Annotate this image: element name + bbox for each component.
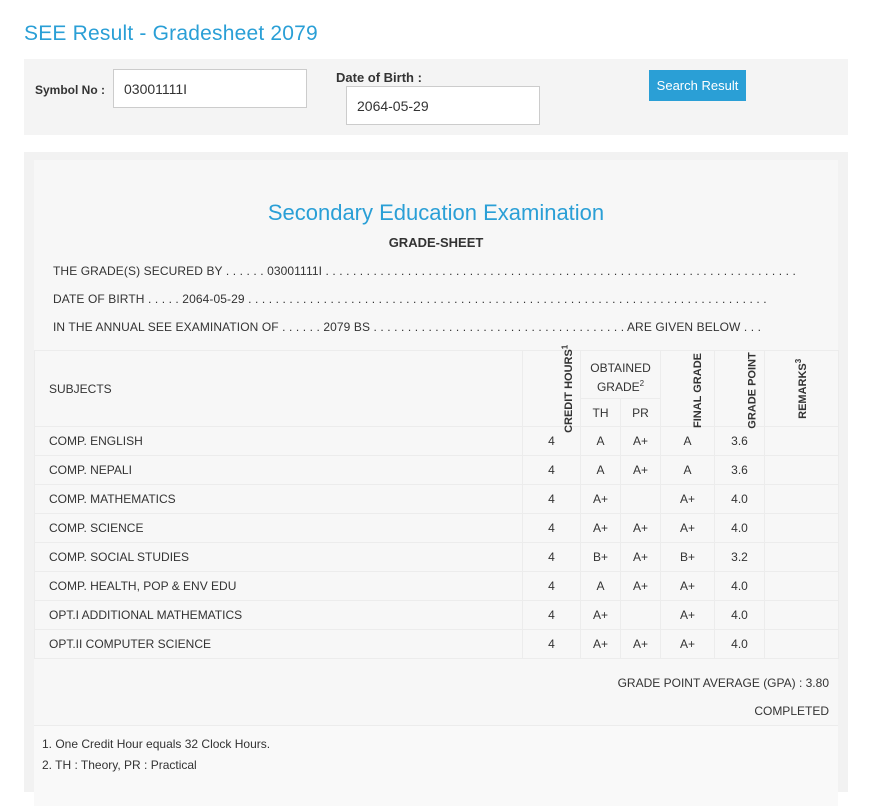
credit-hours-cell: 4	[523, 572, 581, 601]
subject-cell: COMP. SCIENCE	[35, 514, 523, 543]
grade-point-cell: 4.0	[715, 514, 765, 543]
credit-hours-header: CREDIT HOURS$^1$	[523, 351, 581, 427]
date-of-birth-input[interactable]	[346, 86, 540, 125]
grade-point-cell: 4.0	[715, 485, 765, 514]
subject-cell: COMP. SOCIAL STUDIES	[35, 543, 523, 572]
footnote-credit-hour: 1. One Credit Hour equals 32 Clock Hours.	[42, 737, 271, 751]
final-grade-cell: A+	[661, 601, 715, 630]
practical-grade-cell: A+	[621, 543, 661, 572]
exam-title: Secondary Education Examination	[267, 200, 605, 225]
subjects-header: SUBJECTS	[35, 351, 523, 427]
grade-point-cell: 4.0	[715, 572, 765, 601]
gradesheet	[34, 160, 838, 800]
final-grade-cell: A+	[661, 572, 715, 601]
remarks-cell	[765, 456, 839, 485]
remarks-cell	[765, 427, 839, 456]
theory-grade-cell: A+	[581, 485, 621, 514]
obtained-grade-header: OBTAINED GRADE$^2$	[581, 351, 661, 399]
result-panel	[24, 152, 848, 792]
result-status: COMPLETED	[754, 704, 829, 718]
theory-header: TH	[581, 399, 621, 427]
theory-grade-cell: A	[581, 456, 621, 485]
final-grade-header: FINAL GRADE	[661, 351, 715, 427]
practical-grade-cell: A+	[621, 572, 661, 601]
remarks-cell	[765, 630, 839, 659]
remarks-header: REMARKS$^3$	[765, 351, 839, 427]
grade-point-cell: 4.0	[715, 630, 765, 659]
table-row	[35, 630, 839, 659]
page-title: SEE Result - Gradesheet 2079	[24, 22, 318, 45]
final-grade-cell: A	[661, 427, 715, 456]
symbol-number-label: Symbol No :	[35, 83, 106, 97]
practical-grade-cell: A+	[621, 630, 661, 659]
practical-header: PR	[621, 399, 661, 427]
theory-grade-cell: A	[581, 572, 621, 601]
final-grade-cell: B+	[661, 543, 715, 572]
table-row	[35, 485, 839, 514]
subject-cell: COMP. HEALTH, POP & ENV EDU	[35, 572, 523, 601]
credit-hours-cell: 4	[523, 543, 581, 572]
grade-point-header: GRADE POINT	[715, 351, 765, 427]
table-row	[35, 601, 839, 630]
subject-cell: COMP. MATHEMATICS	[35, 485, 523, 514]
final-grade-cell: A	[661, 456, 715, 485]
search-form	[24, 59, 848, 135]
theory-grade-cell: A	[581, 427, 621, 456]
practical-grade-cell	[621, 485, 661, 514]
subject-cell: OPT.II COMPUTER SCIENCE	[35, 630, 523, 659]
final-grade-cell: A+	[661, 514, 715, 543]
final-grade-cell: A+	[661, 630, 715, 659]
subject-cell: OPT.I ADDITIONAL MATHEMATICS	[35, 601, 523, 630]
grade-point-cell: 3.2	[715, 543, 765, 572]
grades-table	[34, 344, 839, 659]
gradesheet-title: GRADE-SHEET	[388, 235, 484, 250]
credit-hours-cell: 4	[523, 630, 581, 659]
table-row	[35, 456, 839, 485]
remarks-cell	[765, 514, 839, 543]
credit-hours-cell: 4	[523, 485, 581, 514]
table-row	[35, 572, 839, 601]
date-of-birth-label: Date of Birth :	[336, 70, 422, 85]
subject-cell: COMP. NEPALI	[35, 456, 523, 485]
theory-grade-cell: A+	[581, 630, 621, 659]
practical-grade-cell: A+	[621, 427, 661, 456]
footnote-th-pr: 2. TH : Theory, PR : Practical	[42, 758, 197, 772]
credit-hours-cell: 4	[523, 601, 581, 630]
footnotes	[34, 725, 838, 806]
date-of-birth-line: DATE OF BIRTH . . . . . 2064-05-29 . . . . . . . . . . . . . . . . . . . . . . . . . . . . . . . . . . . . . . . . . . . . . . . . . . . . . . . . . . . . . . . . . . . . . . . . . . . .	[53, 292, 767, 306]
symbol-number-input[interactable]	[113, 69, 307, 108]
theory-grade-cell: B+	[581, 543, 621, 572]
table-row	[35, 543, 839, 572]
table-row	[35, 427, 839, 456]
exam-year-line: IN THE ANNUAL SEE EXAMINATION OF . . . . . . 2079 BS . . . . . . . . . . . . . . . . . . . . . . . . . . . . . . . . . . . . . ARE GIVEN BELOW . . .	[53, 320, 762, 334]
remarks-cell	[765, 572, 839, 601]
theory-grade-cell: A+	[581, 601, 621, 630]
practical-grade-cell	[621, 601, 661, 630]
remarks-cell	[765, 601, 839, 630]
remarks-cell	[765, 543, 839, 572]
remarks-cell	[765, 485, 839, 514]
gpa-summary: GRADE POINT AVERAGE (GPA) : 3.80	[617, 676, 829, 690]
table-row	[35, 514, 839, 543]
credit-hours-cell: 4	[523, 427, 581, 456]
search-result-button[interactable]: Search Result	[649, 70, 746, 101]
grade-point-cell: 3.6	[715, 427, 765, 456]
final-grade-cell: A+	[661, 485, 715, 514]
subject-cell: COMP. ENGLISH	[35, 427, 523, 456]
grade-point-cell: 3.6	[715, 456, 765, 485]
grade-point-cell: 4.0	[715, 601, 765, 630]
credit-hours-cell: 4	[523, 514, 581, 543]
secured-by-line: THE GRADE(S) SECURED BY . . . . . . 03001111I . . . . . . . . . . . . . . . . . . . . . . . . . . . . . . . . . . . . . . . . . . . . . . . . . . . . . . . . . . . . . . . . . . . . .	[53, 264, 796, 278]
credit-hours-cell: 4	[523, 456, 581, 485]
practical-grade-cell: A+	[621, 514, 661, 543]
theory-grade-cell: A+	[581, 514, 621, 543]
practical-grade-cell: A+	[621, 456, 661, 485]
